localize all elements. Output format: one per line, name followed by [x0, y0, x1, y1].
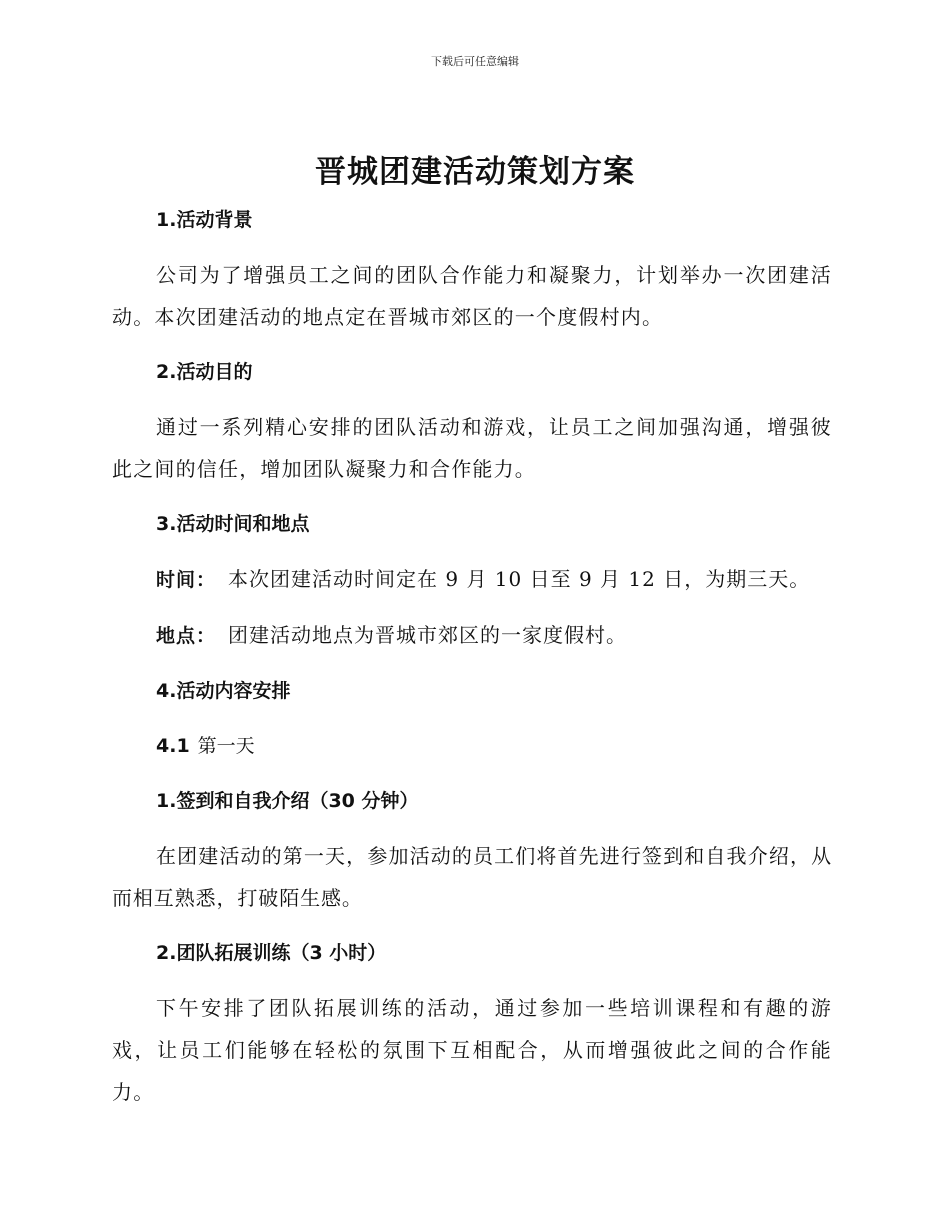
time-line [112, 558, 832, 601]
paragraph-purpose: 通过一系列精心安排的团队活动和游戏，让员工之间加强沟通，增强彼此之间的信任，增加团队凝聚力和合作能力。 [112, 415, 832, 481]
section-heading-background: 1.活动背景 [156, 209, 253, 231]
paragraph-signin: 在团建活动的第一天，参加活动的员工们将首先进行签到和自我介绍，从而相互熟悉，打破陌生感。 [112, 844, 832, 910]
paragraph-training: 下午安排了团队拓展训练的活动，通过参加一些培训课程和有趣的游戏，让员工们能够在轻松的氛围下互相配合，从而增强彼此之间的合作能力。 [112, 996, 832, 1104]
place-label: 地点： [156, 625, 217, 647]
item-heading-signin: 1.签到和自我介绍（30 分钟） [156, 790, 419, 812]
day-one-label: 第一天 [197, 735, 255, 757]
paragraph-background: 公司为了增强员工之间的团队合作能力和凝聚力，计划举办一次团建活动。本次团建活动的地点定在晋城市郊区的一个度假村内。 [112, 263, 832, 329]
section-heading-purpose: 2.活动目的 [156, 361, 253, 383]
place-text: 团建活动地点为晋城市郊区的一家度假村。 [228, 623, 628, 647]
day-one-number: 4.1 [156, 735, 190, 757]
document-body [112, 199, 832, 1126]
time-label: 时间： [156, 569, 217, 591]
day-one-heading [112, 725, 832, 767]
section-heading-content: 4.活动内容安排 [156, 680, 291, 702]
header-note: 下载后可任意编辑 [431, 55, 519, 68]
item-heading-training: 2.团队拓展训练（3 小时） [156, 942, 387, 964]
document-title: 晋城团建活动策划方案 [315, 154, 635, 190]
time-text: 本次团建活动时间定在 9 月 10 日至 9 月 12 日，为期三天。 [228, 567, 811, 591]
place-line [112, 614, 832, 657]
section-heading-time-place: 3.活动时间和地点 [156, 513, 310, 535]
